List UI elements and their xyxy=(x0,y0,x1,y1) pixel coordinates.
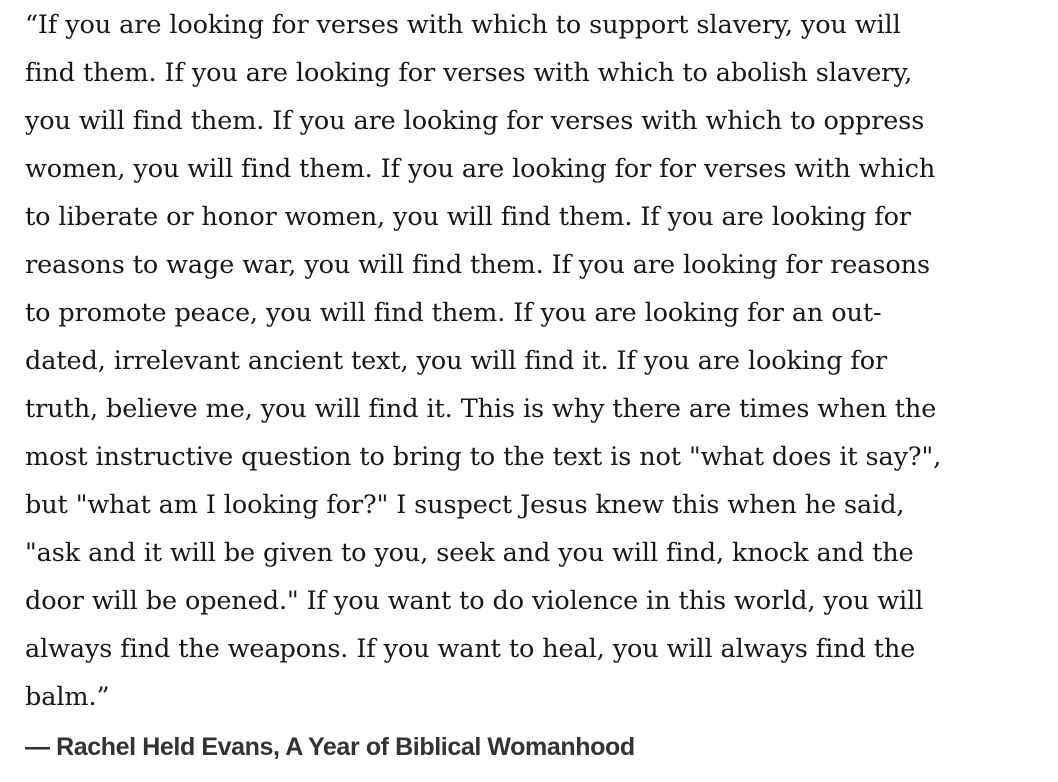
quote-line: to liberate or honor women, you will find them. If you are looking for xyxy=(25,202,911,232)
quote-line: dated, irrelevant ancient text, you will find it. If you are looking for xyxy=(25,346,888,376)
quote-line: women, you will find them. If you are looking for for verses with which xyxy=(25,154,936,184)
quote-line: but "what am I looking for?" I suspect Jesus knew this when he said, xyxy=(25,490,905,520)
quote-line: “If you are looking for verses with which to support slavery, you will xyxy=(25,10,901,40)
quote-line: door will be opened." If you want to do violence in this world, you will xyxy=(25,586,924,616)
quote-line: truth, believe me, you will find it. This is why there are times when the xyxy=(25,394,937,424)
quote-line: most instructive question to bring to the text is not "what does it say?", xyxy=(25,442,942,472)
quote-line: reasons to wage war, you will find them. If you are looking for reasons xyxy=(25,250,930,280)
quote-line: balm.” xyxy=(25,682,110,712)
quote-attribution: — Rachel Held Evans, A Year of Biblical Womanhood xyxy=(25,733,635,761)
quote-line: find them. If you are looking for verses with which to abolish slavery, xyxy=(25,58,913,88)
quote-line: you will find them. If you are looking for verses with which to oppress xyxy=(25,106,925,136)
quote-line: to promote peace, you will find them. If you are looking for an out- xyxy=(25,298,882,328)
quote-text xyxy=(25,0,1035,721)
quote-line: "ask and it will be given to you, seek and you will find, knock and the xyxy=(25,538,914,568)
quote-line: always find the weapons. If you want to heal, you will always find the xyxy=(25,634,916,664)
quote-block xyxy=(25,0,1035,721)
